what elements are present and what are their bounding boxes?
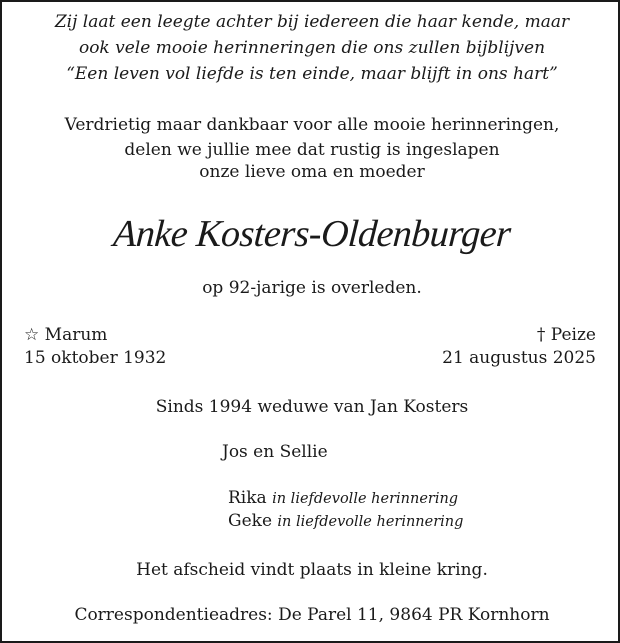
grandchild-row [228, 488, 458, 508]
grandchild-name: Rika [228, 488, 267, 508]
grandchild-note: in liefdevolle herinnering [277, 514, 464, 530]
farewell-text: Het afscheid vindt plaats in kleine kring. [136, 560, 488, 580]
intro-line-1: Verdrietig maar dankbaar voor alle mooie herinneringen, [64, 115, 560, 135]
children-names: Jos en Sellie [222, 442, 328, 462]
birth-place-label: Marum [44, 325, 108, 345]
death-cross-icon: † [536, 325, 546, 345]
death-date: 21 augustus 2025 [442, 348, 596, 368]
poem-line-2: ook vele mooie herinneringen die ons zullen bijblijven [78, 38, 546, 58]
birth-star-icon: ☆ [24, 325, 40, 345]
grandchild-name: Geke [228, 511, 273, 531]
deceased-name: Anke Kosters-Oldenburger [111, 213, 513, 255]
grandchild-note: in liefdevolle herinnering [272, 491, 459, 507]
death-place [537, 325, 596, 345]
intro-line-2: delen we jullie mee dat rustig is ingeslapen [124, 140, 500, 160]
birth-date: 15 oktober 1932 [24, 348, 167, 368]
birth-place [24, 325, 107, 345]
death-place-label: Peize [550, 325, 596, 345]
poem-line-3: “Een leven vol liefde is ten einde, maar blijft in ons hart” [66, 64, 558, 84]
poem-line-1: Zij laat een leegte achter bij iedereen die haar kende, maar [54, 12, 570, 32]
widow-text: Sinds 1994 weduwe van Jan Kosters [155, 397, 469, 417]
intro-line-3: onze lieve oma en moeder [199, 162, 425, 182]
age-text: op 92-jarige is overleden. [202, 278, 422, 298]
correspondence-address: Correspondentieadres: De Parel 11, 9864 PR Kornhorn [74, 605, 550, 625]
grandchild-row [228, 511, 463, 531]
